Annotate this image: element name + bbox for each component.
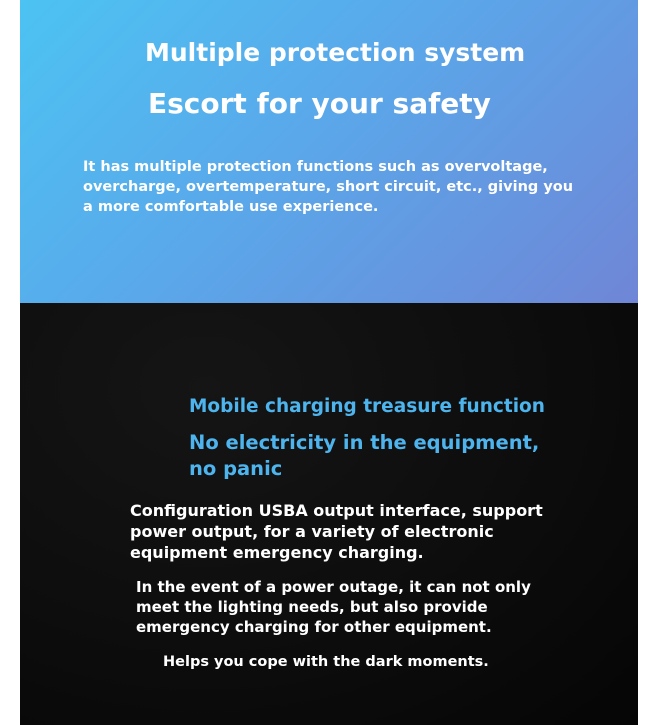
mobile-subheading: No electricity in the equipment, no panic (189, 431, 540, 480)
protection-description: It has multiple protection functions such as overvoltage, overcharge, overtemperature, short circuit, etc., giving you a more comfortable use experience. (83, 159, 574, 215)
mobile-heading: Mobile charging treasure function (189, 396, 545, 417)
mobile-paragraph-usb: Configuration USBA output interface, support power output, for a variety of electronic equipment emergency charging. (130, 501, 543, 562)
protection-heading: Multiple protection system (145, 38, 526, 67)
protection-subheading: Escort for your safety (148, 87, 491, 120)
mobile-paragraph-outage: In the event of a power outage, it can not only meet the lighting needs, but also provide emergency charging for other equipment. (136, 578, 531, 636)
mobile-paragraph-dark: Helps you cope with the dark moments. (163, 654, 489, 670)
